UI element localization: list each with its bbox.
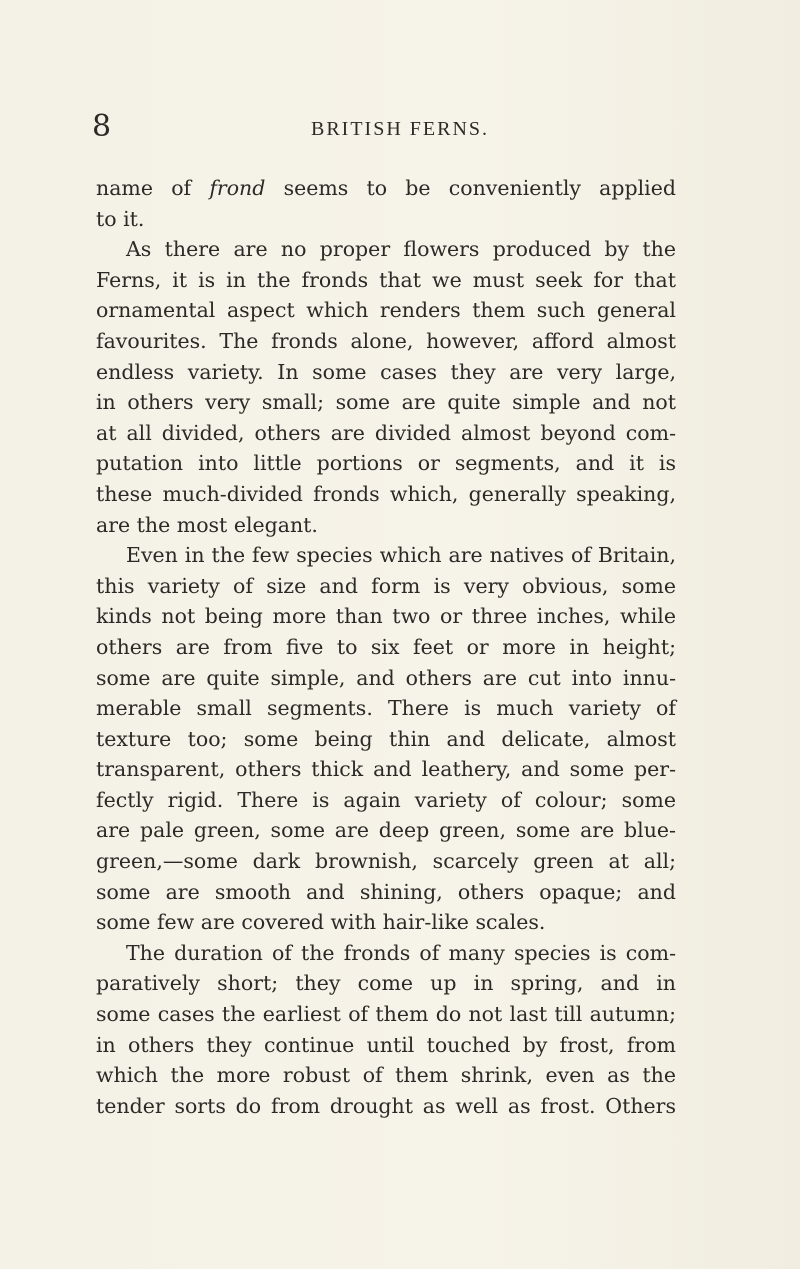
text-line: green,—some dark brownish, scarcely green at all; (96, 849, 676, 874)
text-line: some are quite simple, and others are cut into innu- (96, 665, 676, 690)
text-line: others are from five to six feet or more in height; (96, 634, 676, 659)
text-line: some are smooth and shining, others opaque; and (96, 879, 676, 904)
text-line: kinds not being more than two or three inches, while (96, 604, 676, 629)
text-line: texture too; some being thin and delicate, almost (96, 726, 676, 751)
text-run: name of (96, 176, 210, 200)
text-line: merable small segments. There is much variety of (96, 696, 676, 721)
text-line: some few are covered with hair-like scales. (96, 910, 546, 935)
text-line: fectly rigid. There is again variety of colour; some (96, 787, 676, 812)
text-line: endless variety. In some cases they are very large, (96, 359, 676, 384)
text-line: these much-divided fronds which, generally speaking, (96, 481, 676, 506)
running-head: BRITISH FERNS. (310, 118, 490, 140)
text-line: The duration of the fronds of many species is com- (126, 940, 676, 965)
body-text (96, 173, 676, 1121)
text-line: putation into little portions or segments, and it is (96, 451, 676, 476)
text-line: are the most elegant. (96, 512, 318, 537)
text-line: Ferns, it is in the fronds that we must seek for that (96, 267, 676, 292)
text-line: transparent, others thick and leathery, and some per- (96, 757, 676, 782)
page-number: 8 (92, 109, 112, 144)
text-line: paratively short; they come up in spring, and in (96, 971, 676, 996)
text-line (96, 173, 676, 204)
text-line: ornamental aspect which renders them such general (96, 298, 676, 323)
italic-word: frond (209, 176, 266, 200)
text-line: in others very small; some are quite simple and not (96, 390, 676, 415)
text-line: which the more robust of them shrink, even as the (96, 1063, 676, 1088)
text-line: are pale green, some are deep green, some are blue- (96, 818, 676, 843)
text-line: Even in the few species which are natives of Britain, (126, 543, 676, 568)
text-line: some cases the earliest of them do not last till autumn; (96, 1002, 676, 1027)
text-line: to it. (96, 206, 145, 231)
text-run: seems to be conveniently applied (265, 176, 676, 200)
text-line: at all divided, others are divided almost beyond com- (96, 420, 676, 445)
text-line: in others they continue until touched by frost, from (96, 1032, 676, 1057)
text-line: favourites. The fronds alone, however, afford almost (96, 328, 676, 353)
text-line: this variety of size and form is very obvious, some (96, 573, 676, 598)
text-line: As there are no proper flowers produced by the (126, 237, 676, 262)
text-line: tender sorts do from drought as well as frost. Others (96, 1093, 676, 1118)
